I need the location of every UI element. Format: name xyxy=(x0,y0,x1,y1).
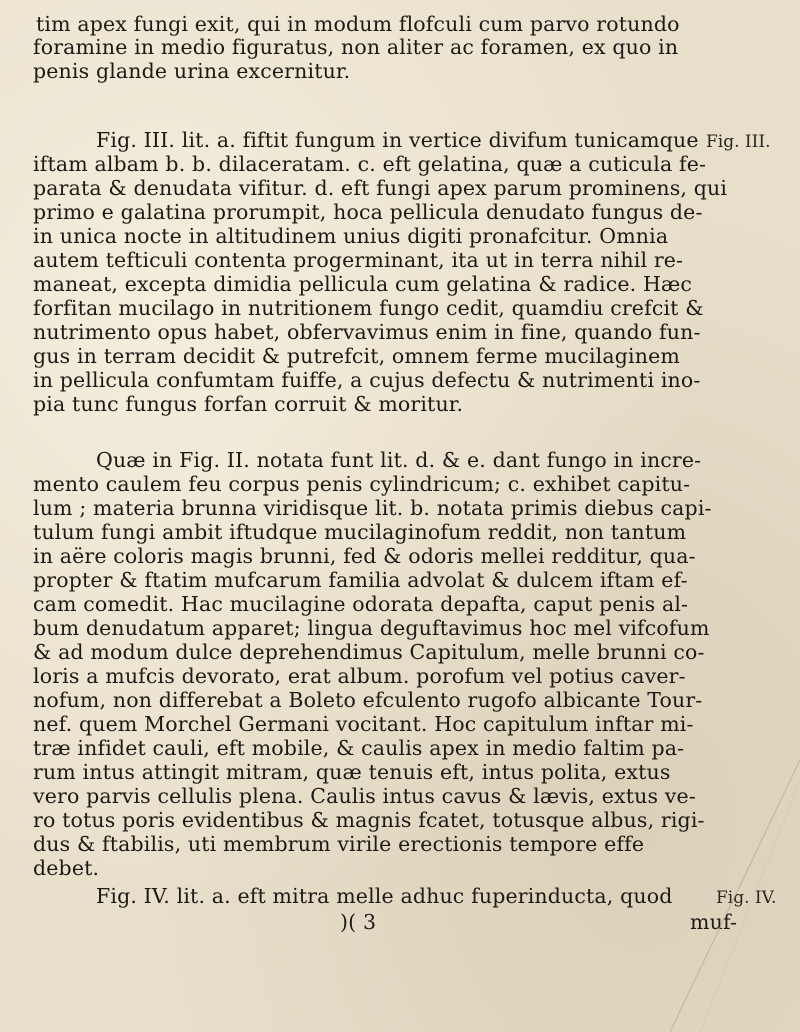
text-line: forfitan mucilago in nutritionem fungo cedit, quamdiu crefcit & xyxy=(33,296,704,320)
signature-mark: )( 3 xyxy=(340,910,377,934)
text-line: mento caulem feu corpus penis cylindricum; c. exhibet capitu- xyxy=(33,472,691,496)
text-line: dus & ftabilis, uti membrum virile erectionis tempore effe xyxy=(33,832,645,856)
text-line: debet. xyxy=(33,856,100,880)
text-line: pia tunc fungus forfan corruit & moritur. xyxy=(33,392,464,416)
text-line: nofum, non differebat a Boleto efculento rugofo albicante Tour- xyxy=(33,688,703,712)
text-line: ro totus poris evidentibus & magnis fcatet, totusque albus, rigi- xyxy=(33,808,705,832)
text-line: træ infidet cauli, eft mobile, & caulis apex in medio faltim pa- xyxy=(33,736,685,760)
text-line: nutrimento opus habet, obfervavimus enim in fine, quando fun- xyxy=(33,320,701,344)
text-line: rum intus attingit mitram, quæ tenuis eft, intus polita, extus xyxy=(33,760,671,784)
text-line: gus in terram decidit & putrefcit, omnem ferme mucilaginem xyxy=(33,344,680,368)
text-line: penis glande urina excernitur. xyxy=(33,59,351,83)
text-line: foramine in medio figuratus, non aliter ac foramen, ex quo in xyxy=(33,35,679,59)
text-line: loris a mufcis devorato, erat album. porofum vel potius caver- xyxy=(33,664,686,688)
catchword: muf- xyxy=(690,910,738,934)
text-line: iftam albam b. b. dilaceratam. c. eft gelatina, quæ a cuticula fe- xyxy=(33,152,707,176)
text-line: bum denudatum apparet; lingua deguftavimus hoc mel vifcofum xyxy=(33,616,710,640)
text-line: Fig. III. lit. a. fiftit fungum in vertice divifum tunicamque xyxy=(96,128,699,152)
text-line: Quæ in Fig. II. notata funt lit. d. & e. dant fungo in incre- xyxy=(96,448,702,472)
margin-note-fig-iv: Fig. IV. xyxy=(716,888,777,908)
text-line: propter & ftatim mufcarum familia advolat & dulcem iftam ef- xyxy=(33,568,688,592)
text-line: in unica nocte in altitudinem unius digiti pronafcitur. Omnia xyxy=(33,224,669,248)
text-line: Fig. IV. lit. a. eft mitra melle adhuc fuperinducta, quod xyxy=(96,884,673,908)
text-line: autem tefticuli contenta progerminant, ita ut in terra nihil re- xyxy=(33,248,684,272)
text-line: nef. quem Morchel Germani vocitant. Hoc capitulum inftar mi- xyxy=(33,712,694,736)
text-line: primo e galatina prorumpit, hoca pellicula denudato fungus de- xyxy=(33,200,703,224)
text-line: in pellicula confumtam fuiffe, a cujus defectu & nutrimenti ino- xyxy=(33,368,701,392)
text-line: maneat, excepta dimidia pellicula cum gelatina & radice. Hæc xyxy=(33,272,693,296)
text-line: lum ; materia brunna viridisque lit. b. notata primis diebus capi- xyxy=(33,496,712,520)
text-line: tim apex fungi exit, qui in modum flofculi cum parvo rotundo xyxy=(36,12,680,36)
text-line: parata & denudata vifitur. d. eft fungi apex parum prominens, qui xyxy=(33,176,728,200)
text-line: cam comedit. Hac mucilagine odorata depafta, caput penis al- xyxy=(33,592,689,616)
text-line: vero parvis cellulis plena. Caulis intus cavus & lævis, extus ve- xyxy=(33,784,696,808)
text-line: in aëre coloris magis brunni, fed & odoris mellei redditur, qua- xyxy=(33,544,696,568)
margin-note-fig-iii: Fig. III. xyxy=(706,132,771,152)
text-line: & ad modum dulce deprehendimus Capitulum, melle brunni co- xyxy=(33,640,705,664)
text-line: tulum fungi ambit iftudque mucilaginofum reddit, non tantum xyxy=(33,520,687,544)
